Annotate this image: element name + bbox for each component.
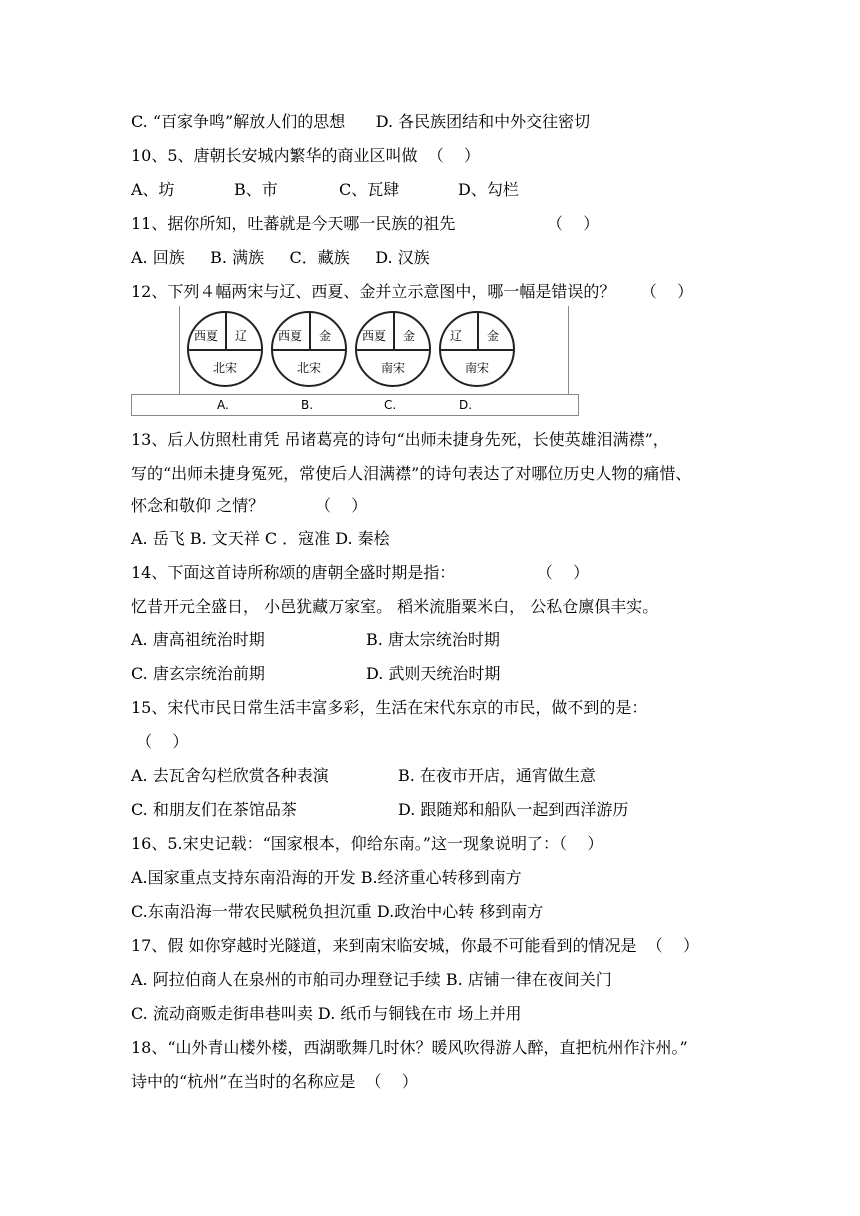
region-label: 北宋 bbox=[296, 361, 321, 375]
question-17-options-row-2: C. 流动商贩走街串巷叫卖 D. 纸币与铜钱在市 场上并用 bbox=[131, 1004, 522, 1023]
option-d: D. 跟随郑和船队一起到西洋游历 bbox=[398, 800, 629, 819]
option-d: D. 武则天统治时期 bbox=[366, 664, 501, 683]
region-label: 北宋 bbox=[212, 361, 237, 375]
figure-label-strip bbox=[131, 394, 579, 416]
figure-circle-a bbox=[187, 311, 263, 387]
question-11: 11、据你所知，吐蕃就是今天哪一民族的祖先 （ ） bbox=[131, 214, 600, 233]
figure-circle-b bbox=[271, 311, 347, 387]
question-12: 12、下列４幅两宋与辽、西夏、金并立示意图中，哪一幅是错误的？ （ ） bbox=[131, 282, 694, 301]
question-17: 17、假 如你穿越时光隧道，来到南宋临安城，你最不可能看到的情况是 （ ） bbox=[131, 936, 699, 955]
option-c: C. 唐玄宗统治前期 bbox=[131, 664, 265, 683]
question-16-options-row-2: C.东南沿海一带农民赋税负担沉重 D.政治中心转 移到南方 bbox=[131, 902, 544, 921]
region-label: 西夏 bbox=[194, 329, 219, 343]
option-b: B、市 bbox=[234, 180, 278, 199]
region-label: 金 bbox=[319, 329, 332, 343]
question-18-line-1: 18、“山外青山楼外楼，西湖歌舞几时休？暖风吹得游人醉，直把杭州作汴州。” bbox=[131, 1038, 688, 1057]
option-c: C、瓦肆 bbox=[339, 180, 400, 199]
question-14-poem: 忆昔开元全盛日， 小邑犹藏万家室。 稻米流脂粟米白， 公私仓廪俱丰实。 bbox=[131, 597, 659, 616]
option-a: A、坊 bbox=[131, 180, 175, 199]
figure-label-a: A. bbox=[217, 398, 229, 412]
question-13-options: A. 岳飞 B. 文天祥 C ．寇准 D. 秦桧 bbox=[131, 529, 390, 548]
question-13-line-2: 写的“出师未捷身冤死，常使后人泪满襟”的诗句表达了对哪位历史人物的痛惜、 bbox=[131, 464, 692, 483]
region-label: 辽 bbox=[450, 329, 463, 343]
question-13-line-1: 13、后人仿照杜甫凭 吊诸葛亮的诗句“出师未捷身先死，长使英雄泪满襟”， bbox=[131, 430, 669, 449]
question-13-line-3: 怀念和敬仰 之情？ （ ） bbox=[131, 496, 368, 515]
question-14: 14、下面这首诗所称颂的唐朝全盛时期是指： （ ） bbox=[131, 563, 590, 582]
region-label: 西夏 bbox=[278, 329, 303, 343]
figure-label-d: D. bbox=[459, 398, 473, 412]
region-label: 南宋 bbox=[464, 361, 489, 375]
option-b: B. 唐太宗统治时期 bbox=[366, 630, 500, 649]
option-c: C. 和朋友们在茶馆品茶 bbox=[131, 800, 297, 819]
option-d: D、勾栏 bbox=[458, 180, 519, 199]
line-option-c-d: C. “百家争鸣”解放人们的思想 D. 各民族团结和中外交往密切 bbox=[131, 112, 591, 131]
figure-circle-c bbox=[355, 311, 431, 387]
question-16-options-row-1: A.国家重点支持东南沿海的开发 B.经济重心转移到南方 bbox=[131, 868, 522, 887]
option-a: A. 去瓦舍勾栏欣赏各种表演 bbox=[131, 766, 329, 785]
question-16: 16、5.宋史记载：“国家根本，仰给东南。”这一现象说明了：（ ） bbox=[131, 834, 604, 853]
question-17-options-row-1: A. 阿拉伯商人在泉州的市舶司办理登记手续 B. 店铺一律在夜间关门 bbox=[131, 970, 612, 989]
question-15-line-1: 15、宋代市民日常生活丰富多彩，生活在宋代东京的市民，做不到的是： bbox=[131, 698, 648, 717]
region-label: 西夏 bbox=[362, 329, 387, 343]
question-10: 10、5、唐朝长安城内繁华的商业区叫做 （ ） bbox=[131, 146, 481, 165]
region-label: 金 bbox=[487, 329, 500, 343]
question-15-line-2: （ ） bbox=[131, 732, 189, 751]
region-label: 辽 bbox=[235, 329, 248, 343]
figure-circle-d bbox=[439, 311, 515, 387]
option-b: B. 在夜市开店，通宵做生意 bbox=[398, 766, 596, 785]
figure-label-c: C. bbox=[384, 398, 397, 412]
region-label: 金 bbox=[403, 329, 416, 343]
question-18-line-2: 诗中的“杭州”在当时的名称应是 （ ） bbox=[131, 1072, 418, 1091]
region-label: 南宋 bbox=[380, 361, 405, 375]
question-11-options: A. 回族 B. 满族 C．藏族 D. 汉族 bbox=[131, 248, 430, 267]
figure-label-b: B. bbox=[301, 398, 314, 412]
song-liao-xixia-jin-figure bbox=[131, 306, 579, 414]
option-a: A. 唐高祖统治时期 bbox=[131, 630, 265, 649]
